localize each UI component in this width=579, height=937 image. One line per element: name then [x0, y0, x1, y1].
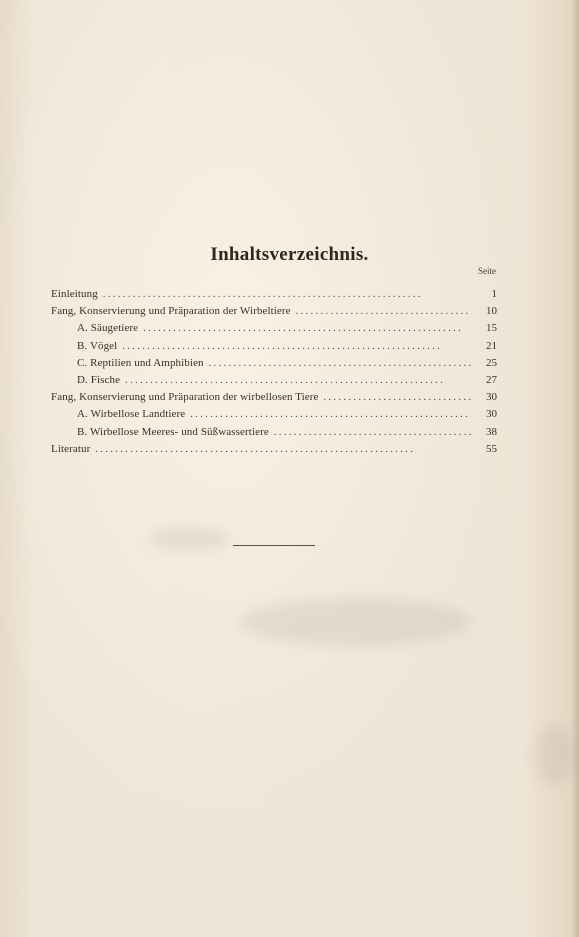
toc-entry-label: C. Reptilien und Amphibien — [77, 356, 204, 369]
table-of-contents — [51, 286, 497, 458]
toc-title: Inhaltsverzeichnis. — [210, 244, 369, 265]
toc-entry-page: 38 — [486, 425, 497, 438]
toc-entry-label: D. Fische — [77, 373, 121, 386]
toc-leader-dots — [95, 441, 471, 458]
toc-entry-page: 15 — [486, 322, 497, 335]
toc-entry-page: 55 — [486, 442, 497, 455]
toc-entry — [51, 406, 497, 423]
page-column-header: Seite — [478, 266, 496, 276]
page-edge-shadow — [571, 0, 579, 937]
toc-leader-dots — [122, 338, 471, 355]
toc-entry — [51, 424, 497, 441]
paper-stain — [150, 528, 230, 550]
toc-entry-label: Einleitung — [51, 288, 98, 300]
toc-entry — [51, 320, 497, 337]
toc-entry-label: Literatur — [51, 442, 91, 455]
toc-entry — [51, 355, 497, 372]
toc-leader-dots — [209, 355, 471, 372]
toc-leader-dots — [143, 320, 471, 337]
toc-entry — [51, 372, 497, 389]
paper-stain — [240, 598, 470, 646]
toc-leader-dots — [274, 424, 471, 441]
toc-entry-page: 1 — [491, 288, 497, 300]
toc-leader-dots — [190, 406, 471, 423]
toc-entry-page: 30 — [486, 391, 497, 404]
toc-entry — [51, 303, 497, 320]
toc-entry — [51, 286, 497, 303]
toc-leader-dots — [324, 389, 471, 406]
toc-entry-page: 30 — [486, 408, 497, 421]
paper-stain — [535, 725, 575, 785]
toc-entry-label: A. Säugetiere — [77, 322, 139, 335]
toc-entry-label: A. Wirbellose Landtiere — [77, 408, 186, 421]
toc-entry-page: 25 — [486, 356, 497, 369]
toc-entry-label: Fang, Konservierung und Präparation der wirbellosen Tiere — [51, 391, 319, 404]
toc-leader-dots — [296, 303, 471, 320]
toc-entry — [51, 441, 497, 458]
toc-entry-page: 21 — [486, 339, 497, 352]
toc-entry-page: 10 — [486, 305, 497, 318]
toc-leader-dots — [103, 286, 471, 303]
toc-entry-label: Fang, Konservierung und Präparation der Wirbeltiere — [51, 305, 291, 318]
toc-entry — [51, 338, 497, 355]
divider-rule — [233, 545, 315, 546]
toc-entry — [51, 389, 497, 406]
toc-entry-page: 27 — [486, 373, 497, 386]
toc-entry-label: B. Vögel — [77, 339, 118, 352]
toc-leader-dots — [125, 372, 471, 389]
toc-entry-label: B. Wirbellose Meeres- und Süßwassertiere — [77, 425, 269, 438]
